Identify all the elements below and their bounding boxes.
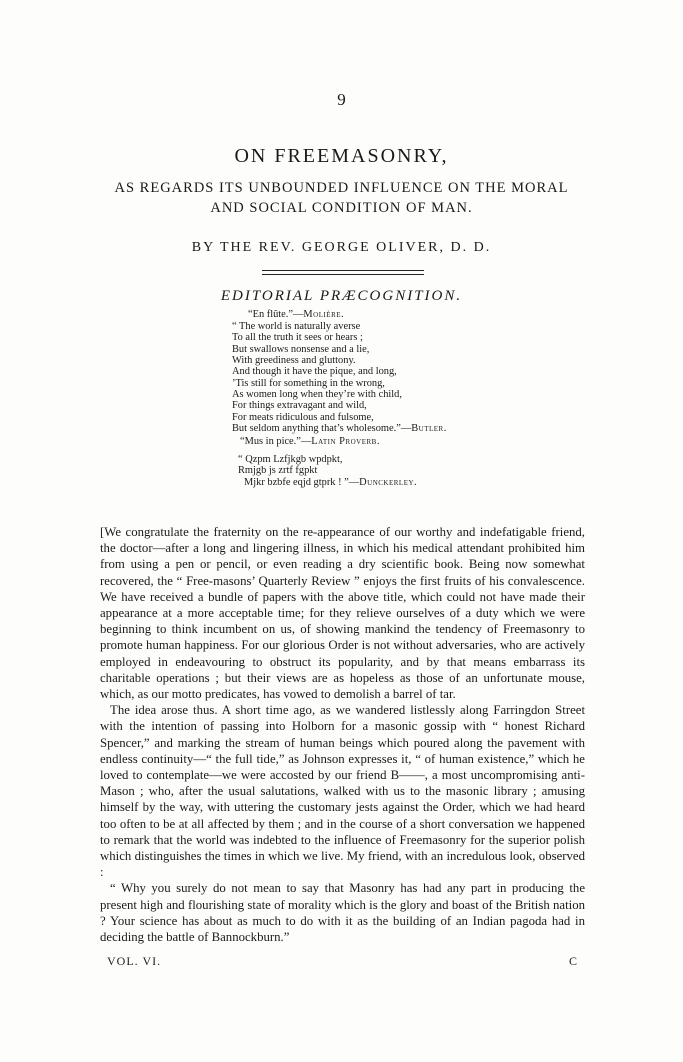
epigraph-attribution: Latin Proverb. [311, 436, 380, 447]
epigraph-butler [232, 321, 447, 434]
verse-line: Rmjgb js zrtf fgpkt [238, 465, 318, 477]
verse-line: ’Tis still for something in the wrong, [232, 377, 385, 389]
verse-line: For things extravagant and wild, [232, 400, 367, 412]
epigraph-moliere [232, 309, 344, 320]
verse-line: As women long when they’re with child, [232, 389, 402, 401]
epigraph-cipher [232, 454, 417, 488]
article-body [100, 524, 585, 945]
epigraph-text: Mjkr bzbfe eqjd gtprk ! ”— [244, 476, 360, 488]
divider-rule-bottom [262, 274, 424, 275]
article-subtitle-line-1: AS REGARDS ITS UNBOUNDED INFLUENCE ON THE MORAL [114, 180, 569, 196]
divider-rule-top [262, 270, 424, 271]
author-byline: BY THE REV. GEORGE OLIVER, D. D. [191, 240, 492, 255]
epigraph-attribution: Dunckerley. [359, 476, 418, 488]
epigraph-text: But seldom anything that’s wholesome.”— [232, 423, 412, 435]
verse-line: “ The world is naturally averse [232, 321, 361, 332]
verse-line [232, 477, 417, 488]
page-number: 9 [337, 90, 346, 109]
epigraph-line [232, 436, 380, 447]
verse-line: But swallows nonsense and a lie, [232, 343, 370, 355]
epigraph-attribution: Molière. [303, 309, 345, 320]
verse-line: To all the truth it sees or hears ; [232, 332, 363, 344]
body-paragraph: The idea arose thus. A short time ago, as we wandered listlessly along Farringdon Street with the intention of passing into Holborn for a masonic gossip with “ honest Richard Spencer,” and marking the stream of human beings which poured along the pavement with endless continuity—“ the full tide,” as Johnson expresses it, “ of human existence,” which he loved to contemplate—we were accosted by our friend B——, a most uncompromising anti-Mason ; who, after the usual salutations, walked with us to the masonic library ; amusing himself by the way, with uttering the customary jests against the Order, which we had heard too often to be at all affected by them ; and in the course of a short conversation we happened to remark that the world was indebted to the influence of Freemasonry for the superior polish which distinguishes the times in which we live. My friend, with an incredulous look, observed : [100, 703, 585, 880]
body-paragraph: “ Why you surely do not mean to say that Masonry has had any part in producing the present high and flourishing state of morality which is the glory and boast of the British nation ? Your science has about as much to do with it as the building of an Indian pagoda had in deciding the battle of Bannockburn.” [100, 881, 585, 945]
epigraph-line [232, 309, 344, 320]
epigraph-text: “Mus in pice.”— [240, 436, 312, 447]
article-title: ON FREEMASONRY, [234, 145, 449, 167]
volume-label: VOL. VI. [107, 954, 162, 968]
body-paragraph: [We congratulate the fraternity on the re-appearance of our worthy and indefatigable friend, the doctor—after a long and lingering illness, in which his medical attendant prohibited him from using a pen or pencil, or even reading a dry scientific book. Being now somewhat recovered, the “ Free-masons’ Quarterly Review ” enjoys the first fruits of his convalescence. We have received a bundle of papers with the above title, which could not have made their appearance at a more acceptable time; for they relieve ourselves of a duty which we were beginning to think incumbent on us, of showing mankind the tendency of Freemasonry to promote human happiness. For our glorious Order is not without adversaries, who are actively employed in endeavouring to obstruct its popularity, and by that means embarrass its charitable operations ; but their views are as hopeless as those of an unfortunate mouse, which, as our motto predicates, has vowed to demolish a barrel of tar. [100, 525, 585, 702]
section-heading: EDITORIAL PRÆCOGNITION. [220, 288, 463, 304]
epigraph-text: “En flûte.”— [248, 309, 304, 320]
epigraph-attribution: Butler. [411, 423, 447, 435]
verse-line: And though it have the pique, and long, [232, 366, 397, 378]
verse-line: “ Qzpm Lzfjkgb wpdpkt, [238, 454, 343, 465]
article-subtitle-line-2: AND SOCIAL CONDITION OF MAN. [210, 200, 473, 216]
epigraph-latin-proverb [232, 436, 380, 447]
verse-line: For meats ridiculous and fulsome, [232, 411, 374, 423]
verse-line: With greediness and gluttony. [232, 355, 356, 367]
signature-mark: C [569, 954, 578, 968]
verse-line [232, 423, 447, 434]
